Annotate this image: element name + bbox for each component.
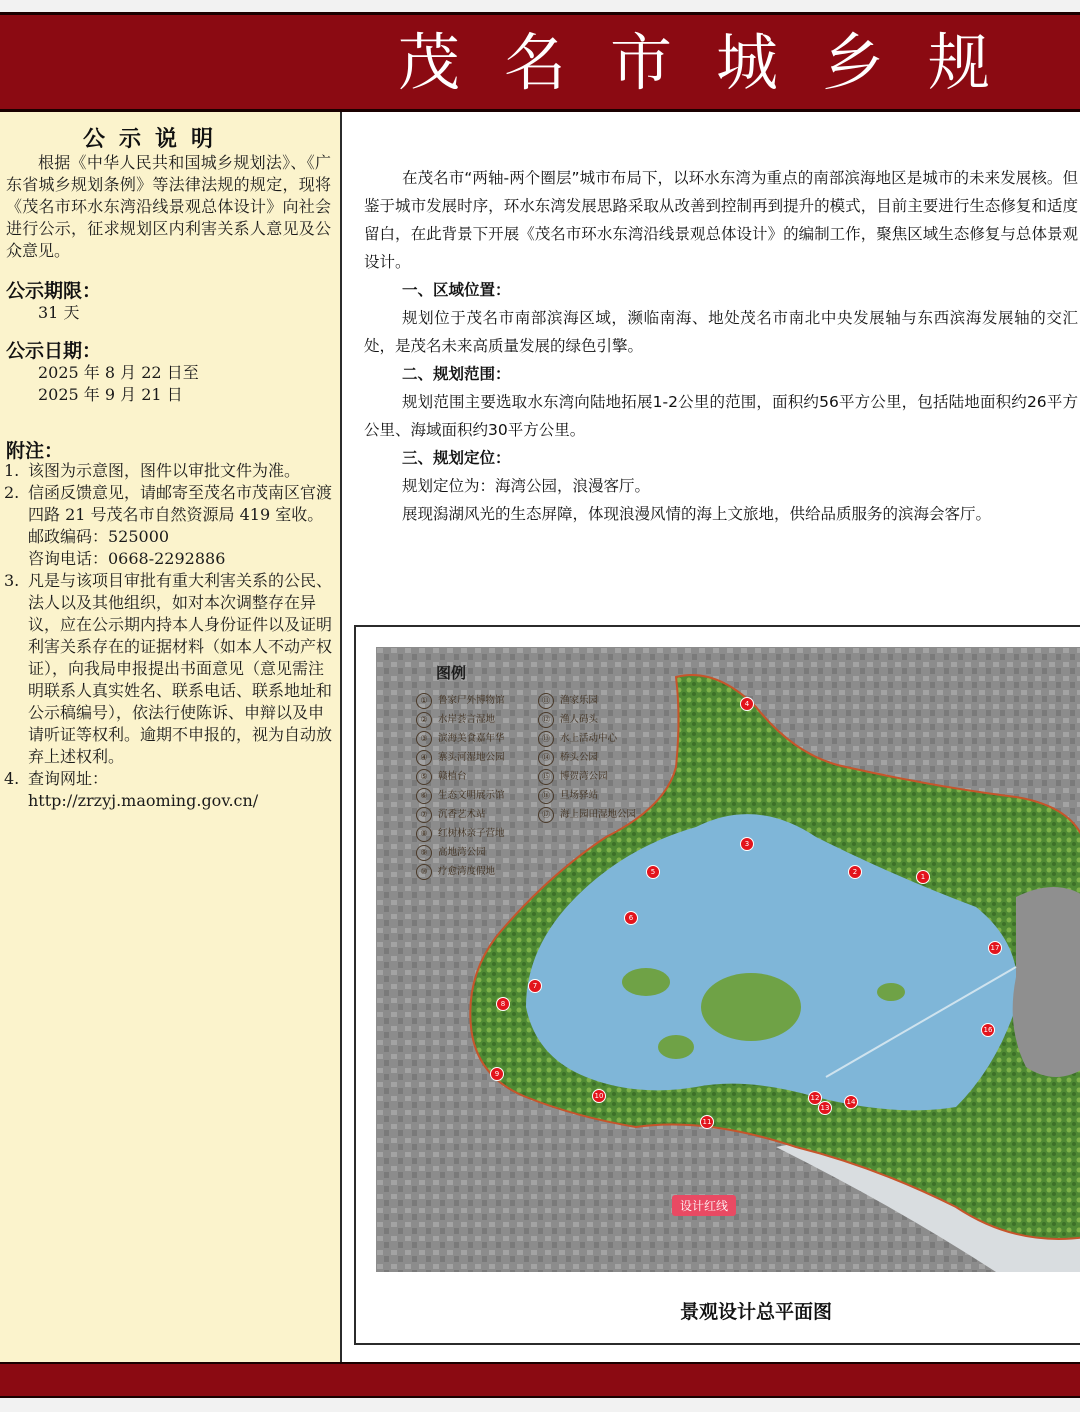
- notice-title: 公示说明: [82, 126, 227, 152]
- note-item: 2. 信函反馈意见，请邮寄至茂名市茂南区官渡四路 21 号茂名市自然资源局 419 室收。 邮政编码：525000 咨询电话：0668-2292886: [4, 483, 333, 568]
- map-marker[interactable]: 7: [528, 979, 542, 993]
- section-1-title: 一、区域位置：: [402, 281, 511, 299]
- legend-item: ⑥ 生态文明展示馆: [416, 787, 505, 804]
- phone: 咨询电话：0668-2292886: [28, 549, 226, 568]
- section-3-title: 三、规划定位：: [402, 449, 511, 467]
- note-item: 1. 该图为示意图，图件以审批文件为准。: [4, 461, 301, 480]
- map-marker[interactable]: 12: [808, 1091, 822, 1105]
- date-label: 公示日期：: [6, 340, 102, 362]
- map-marker[interactable]: 9: [490, 1067, 504, 1081]
- footer-banner: [0, 1362, 1080, 1398]
- legend-item: ⑭ 桥头公园: [538, 749, 598, 766]
- legend-item: ③ 滨海美食嘉年华: [416, 730, 505, 747]
- map-marker[interactable]: 16: [981, 1023, 995, 1037]
- map-marker[interactable]: 5: [646, 865, 660, 879]
- legend-item: ⑮ 博贺湾公园: [538, 768, 608, 785]
- legend-title: 图例: [436, 664, 467, 682]
- legend-item: ⑤ 赣植台: [416, 768, 467, 785]
- legend-item: ⑧ 红树林亲子营地: [416, 825, 505, 842]
- legend-item: ⑫ 渔人码头: [538, 711, 598, 728]
- period-label: 公示期限：: [6, 280, 102, 302]
- map-marker[interactable]: 1: [916, 870, 930, 884]
- notice-intro: 根据《中华人民共和国城乡规划法》、《广东省城乡规划条例》等法律法规的规定，现将《茂名市环水东湾沿线景观总体设计》向社会进行公示，征求规划区内利害关系人意见及公众意见。: [6, 153, 331, 260]
- map-marker[interactable]: 11: [700, 1115, 714, 1129]
- bottom-edge: [0, 1398, 1080, 1412]
- master-plan-map[interactable]: [376, 647, 1080, 1272]
- notes-label: 附注：: [6, 440, 64, 462]
- section-2-text: 规划范围主要选取水东湾向陆地拓展1-2公里的范围，面积约56平方公里，包括陆地面积约26平方公里、海域面积约30平方公里。: [364, 393, 1078, 439]
- note-item: 4. 查询网址： http://zrzyj.maoming.gov.cn/: [4, 768, 332, 812]
- map-marker[interactable]: 17: [988, 941, 1002, 955]
- map-caption: 景观设计总平面图: [679, 1301, 832, 1323]
- date-start: 2025 年 8 月 22 日至: [38, 363, 199, 382]
- note-item: 3. 凡是与该项目审批有重大利害关系的公民、法人以及其他组织，如对本次调整存在异议，应在公示期内持本人身份证件以及证明利害关系存在的证据材料（如本人不动产权证），向我局申报提出书面意见（意见需注明联系人真实姓名、联系电话、联系地址和公示稿编号），依法行使陈诉、申辩以及申请听证等权利。逾期不申报的，视为自动放弃上述权利。: [4, 571, 333, 766]
- legend-item: ⑦ 沉香艺术站: [416, 806, 486, 823]
- section-1-text: 规划位于茂名市南部滨海区域，濒临南海、地处茂名市南北中央发展轴与东西滨海发展轴的交汇处，是茂名未来高质量发展的绿色引擎。: [364, 309, 1078, 355]
- section-2-title: 二、规划范围：: [402, 365, 511, 383]
- legend-item: ⑪ 渔家乐园: [538, 692, 598, 709]
- map-marker[interactable]: 4: [740, 697, 754, 711]
- design-redline-label: 设计红线: [672, 1195, 736, 1216]
- map-marker[interactable]: 2: [848, 865, 862, 879]
- legend-item: ⑩ 疗愈湾度假地: [416, 863, 495, 880]
- map-marker[interactable]: 6: [624, 911, 638, 925]
- top-edge: [0, 0, 1080, 12]
- map-marker[interactable]: 13: [818, 1101, 832, 1115]
- notes-list: [4, 460, 332, 812]
- map-marker[interactable]: 3: [740, 837, 754, 851]
- legend-item: ⑨ 高地湾公园: [416, 844, 486, 861]
- query-url-link[interactable]: http://zrzyj.maoming.gov.cn/: [28, 791, 259, 810]
- east-city: [1013, 887, 1080, 1077]
- header-title: 茂名市城乡规: [398, 26, 1035, 99]
- section-3-text-2: 展现潟湖风光的生态屏障，体现浪漫风情的海上文旅地，供给品质服务的滨海会客厅。: [402, 505, 992, 523]
- main-text: [364, 164, 1078, 528]
- island: [622, 968, 670, 996]
- period-value: 31 天: [38, 303, 80, 322]
- intro-paragraph: 在茂名市“两轴-两个圈层”城市布局下，以环水东湾为重点的南部滨海地区是城市的未来发展核。但鉴于城市发展时序，环水东湾发展思路采取从改善到控制再到提升的模式，目前主要进行生态修复和适度留白，在此背景下开展《茂名市环水东湾沿线景观总体设计》的编制工作，聚焦区域生态修复与总体景观设计。: [364, 169, 1078, 271]
- map-marker[interactable]: 8: [496, 997, 510, 1011]
- island: [877, 983, 905, 1001]
- date-end: 2025 年 9 月 21 日: [38, 385, 183, 404]
- header-banner: [0, 12, 1080, 112]
- legend-item: ⑰ 海上园田湿地公园: [538, 806, 636, 823]
- island: [701, 973, 801, 1041]
- section-3-text-1: 规划定位为：海湾公园，浪漫客厅。: [402, 477, 651, 495]
- legend-item: ⑬ 水上活动中心: [538, 730, 617, 747]
- map-marker[interactable]: 10: [592, 1089, 606, 1103]
- legend-item: ② 水岸荟言湿地: [416, 711, 495, 728]
- postcode: 邮政编码：525000: [28, 527, 170, 546]
- island: [658, 1035, 694, 1059]
- legend-item: ⑯ 旦场驿站: [538, 787, 598, 804]
- map-frame: [354, 625, 1080, 1345]
- legend-item: ④ 寨头河湿地公园: [416, 749, 505, 766]
- map-marker[interactable]: 14: [844, 1095, 858, 1109]
- legend-item: ① 鲁家尸外博物馆: [416, 692, 505, 709]
- notice-sidebar: [0, 112, 342, 1362]
